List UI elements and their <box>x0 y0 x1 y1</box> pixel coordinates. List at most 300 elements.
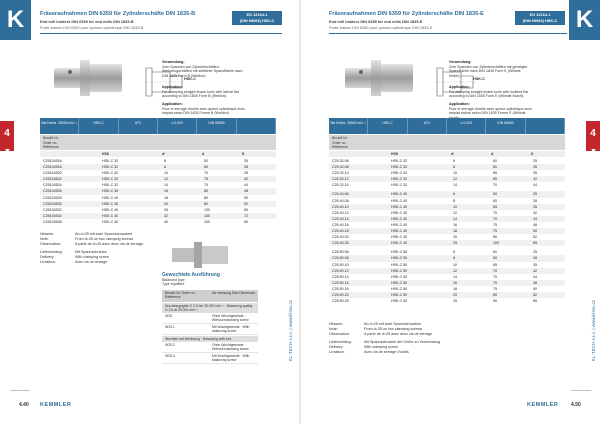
cell-d: 28 <box>533 256 537 261</box>
cell-d1: 8 <box>453 256 455 261</box>
cell-a: 80 <box>493 292 497 297</box>
bt-col-order: Bestell-Nr. Order no. Référence <box>165 290 196 299</box>
cell-d1: 12 <box>453 210 457 215</box>
taper-icon: AT3 <box>408 118 447 134</box>
cell-d1: 20 <box>453 292 457 297</box>
cell-a: 65 <box>493 262 497 267</box>
page-number: 4.50 <box>571 402 581 408</box>
page-title: Fräseraufnahmen DIN 6359 für Zylinderschäfte DIN 1835-B <box>40 11 196 17</box>
cell-order-no: C25.32.14 <box>332 183 349 188</box>
chapter-number: 4 <box>4 128 10 139</box>
col-a: A <box>491 152 494 156</box>
brand-name: KEMMLER <box>527 402 559 408</box>
cell-order-no: C25.32.06 <box>332 159 349 163</box>
cell-a: 75 <box>204 183 208 188</box>
cell-order-no: C25104524 <box>43 183 62 188</box>
kemmler-logo: K <box>0 0 31 40</box>
cell-order-no: C25104528 <box>43 195 62 200</box>
cell-hsk: HSK-C 40 <box>102 207 119 212</box>
cell-order-no: C25.40.06 <box>332 192 349 197</box>
description-block <box>162 60 246 78</box>
cell-a: 60 <box>493 192 497 197</box>
cell-a: 100 <box>204 219 210 224</box>
cell-a: 70 <box>493 274 497 279</box>
cell-order-no: C25104520 <box>43 171 62 176</box>
cell-order-no: C25.40.10 <box>332 204 349 209</box>
description-block-fr <box>162 102 246 116</box>
cell-order-no: C25.50.12 <box>332 268 349 273</box>
cell-a: 60 <box>493 250 497 255</box>
note-line <box>329 332 432 337</box>
cell-d: 28 <box>533 165 537 170</box>
balanced-table-head <box>162 290 258 302</box>
cell-d1: 8 <box>453 165 455 170</box>
cell-hsk: HSK-C 32 <box>102 177 119 182</box>
cell-a: 70 <box>493 183 497 188</box>
cell-hsk: HSK-C 32 <box>102 183 119 188</box>
desc-head-fr: Application: <box>162 102 183 106</box>
note-label: Delivery: <box>329 345 344 349</box>
cell-d: 42 <box>244 177 248 182</box>
bt-code: W25.3 <box>165 353 175 358</box>
cell-order-no: C25.50.10 <box>332 262 349 267</box>
th-en: Order no. <box>332 140 347 145</box>
cell-hsk: HSK-C 50 <box>391 268 408 273</box>
cell-order-no: C25104534 <box>43 213 62 218</box>
cell-d: 44 <box>533 216 537 221</box>
product-table <box>329 158 565 304</box>
cell-d: 25 <box>533 159 537 163</box>
cell-d: 52 <box>533 235 537 240</box>
speed-icon: Bis Drehz. 25000 min⁻¹ <box>40 118 79 134</box>
cell-order-no: C25.50.14 <box>332 274 349 279</box>
cell-order-no: C25.50.20 <box>332 292 349 297</box>
col-d: D <box>531 152 534 156</box>
cell-d: 65 <box>533 299 537 304</box>
cell-hsk: HSK-C 32 <box>391 165 408 170</box>
cell-order-no: C25.50.25 <box>332 299 349 304</box>
cell-order-no: C25104532 <box>43 207 62 212</box>
spec-icon-strip <box>40 118 276 134</box>
cell-d1: 6 <box>453 192 455 197</box>
cell-d1: 10 <box>164 171 168 176</box>
cell-a: 80 <box>204 189 208 194</box>
cell-order-no: C25.50.16 <box>332 280 349 285</box>
code-line-2: (DIN 69063) HSK-C <box>522 18 558 23</box>
cell-a: 65 <box>493 177 497 182</box>
standard-code-box <box>232 11 282 25</box>
cell-hsk: HSK-C 32 <box>391 177 408 182</box>
cell-order-no: C25104530 <box>43 201 62 206</box>
note-label: Livraison: <box>329 350 345 354</box>
chapter-tab[interactable] <box>586 121 600 155</box>
cell-d1: 16 <box>164 189 168 194</box>
blank-icon <box>526 118 565 134</box>
th-fr: Référence <box>43 145 59 149</box>
product-table <box>40 158 276 225</box>
balanced-section-1: Wuchtungsgüte G 2,5 bei 25.000 min⁻¹ · Balancing quality G 2,5 at 25.000 min⁻¹ <box>162 303 258 313</box>
notes-block <box>40 232 143 247</box>
cell-a: 100 <box>204 213 210 218</box>
note-line <box>40 260 109 265</box>
note-label: Note: <box>40 237 49 241</box>
cell-d: 65 <box>533 241 537 246</box>
cell-d: 28 <box>533 198 537 203</box>
cell-hsk: HSK-C 50 <box>391 274 408 279</box>
balanced-sub-fr: Type équilibré <box>162 282 185 287</box>
cell-hsk: HSK-C 50 <box>391 280 408 285</box>
cell-d: 52 <box>533 292 537 297</box>
blank-icon <box>237 118 276 134</box>
chapter-tab[interactable] <box>0 121 14 155</box>
cell-a: 70 <box>204 171 208 176</box>
cell-d1: 20 <box>453 235 457 240</box>
cell-d: 80 <box>244 219 248 224</box>
cell-hsk: HSK-C 40 <box>391 204 408 209</box>
note-label: Lieferumfang: <box>329 340 352 344</box>
cell-d: 44 <box>533 183 537 188</box>
table-row <box>329 298 565 304</box>
cell-d: 48 <box>244 189 248 194</box>
cell-a: 65 <box>493 171 497 176</box>
cell-d1: 18 <box>164 195 168 200</box>
note-text: With clamping screw <box>364 345 398 349</box>
description-block-en <box>162 85 246 99</box>
cell-order-no: C25.32.08 <box>332 165 349 170</box>
cell-d: 42 <box>533 210 537 215</box>
cell-d1: 6 <box>164 159 166 163</box>
cell-d1: 14 <box>453 216 457 221</box>
note-line <box>40 242 143 247</box>
cell-order-no: C25.40.08 <box>332 198 349 203</box>
cell-d1: 12 <box>453 177 457 182</box>
th-de: Bestell-Nr. <box>332 136 348 140</box>
col-hsk: HSK <box>391 152 399 156</box>
cell-d: 25 <box>533 250 537 255</box>
cell-a: 75 <box>493 286 497 291</box>
cell-order-no: C25.40.12 <box>332 210 349 215</box>
cell-d1: 25 <box>453 299 457 304</box>
cell-hsk: HSK-C 32 <box>391 183 408 188</box>
description-block <box>449 60 533 78</box>
note-text: From d=25 on two clamping screws <box>364 327 423 331</box>
taper-icon: AT3 <box>119 118 158 134</box>
footer-rule <box>571 390 591 391</box>
table-row <box>329 240 565 246</box>
cell-hsk: HSK-C 40 <box>391 222 408 227</box>
balanced-tool-image <box>162 240 242 270</box>
cell-d1: 25 <box>453 241 457 246</box>
cell-d1: 10 <box>453 204 457 209</box>
desc-head-fr: Application: <box>449 102 470 106</box>
note-label: Note: <box>329 327 338 331</box>
cell-d1: 20 <box>164 201 168 206</box>
table-column-headers <box>40 151 276 157</box>
cell-d: 44 <box>244 183 248 188</box>
cell-hsk: HSK-C 40 <box>102 213 119 218</box>
cell-hsk: HSK-C 32 <box>102 171 119 176</box>
cell-a: 70 <box>493 268 497 273</box>
cell-hsk: HSK-C 40 <box>391 198 408 203</box>
desc-head-de: Verwendung: <box>162 60 185 64</box>
cell-hsk: HSK-C 40 <box>391 229 408 234</box>
desc-head-en: Application: <box>449 85 470 89</box>
cell-d1: 14 <box>164 183 168 188</box>
balanced-section <box>162 272 258 364</box>
note-text: A partir de d=25 avec deux vis de serrage <box>75 242 144 246</box>
cell-a: 70 <box>493 210 497 215</box>
cell-a: 75 <box>493 280 497 285</box>
arrow-down-icon: ▼ <box>4 148 11 155</box>
cell-hsk: HSK-C 40 <box>102 195 119 200</box>
desc-text-fr: Pour le serrage d'outils avec queue cylindrique avec méplat incliné selon DIN 1835 Forme E (Whistle <box>449 106 532 115</box>
chapter-number: 4 <box>590 128 596 139</box>
cell-hsk: HSK-C 40 <box>391 235 408 240</box>
bt-desc: Mit Wuchtgewinde · With balancing screw <box>212 353 250 362</box>
cell-a: 60 <box>204 165 208 170</box>
brand-name: KEMMLER <box>40 402 72 408</box>
page-title: Fräseraufnahmen DIN 6359 für Zylinderschäfte DIN 1835-E <box>329 11 484 17</box>
balanced-table <box>162 290 258 364</box>
balanced-section-2: Wuchten mit Werkzeug · Balancing with tool <box>162 336 258 342</box>
delivery-block <box>329 340 440 355</box>
cell-hsk: HSK-C 50 <box>391 299 408 304</box>
cell-d: 35 <box>533 262 537 267</box>
cell-order-no: C25104526 <box>43 189 62 194</box>
cell-hsk: HSK-C 50 <box>391 256 408 261</box>
balanced-row <box>162 313 258 324</box>
cell-hsk: HSK-C 50 <box>391 262 408 267</box>
bt-code: W25.2 <box>165 342 175 347</box>
cell-a: 80 <box>204 201 208 206</box>
col-a: A <box>202 152 205 156</box>
cell-d: 50 <box>244 195 248 200</box>
desc-text-de: Zum Spannen von Zylinderschäften. Werkzeugschäften mit seitlicher Spannfläche nach DIN 1835 Form B (Weldon). <box>162 64 243 78</box>
cell-d1: 10 <box>453 262 457 267</box>
speed-icon: Bis Drehz. 25000 min⁻¹ <box>329 118 368 134</box>
cell-d: 72 <box>244 213 248 218</box>
cell-d: 42 <box>533 177 537 182</box>
cell-d1: 6 <box>453 159 455 163</box>
cell-hsk: HSK-C 40 <box>391 216 408 221</box>
note-label: Lieferumfang: <box>40 250 63 254</box>
note-text: Mit Spannschraube <box>75 250 107 254</box>
cell-d: 48 <box>533 222 537 227</box>
cell-d1: 6 <box>453 250 455 255</box>
table-row <box>329 182 565 188</box>
footer-rule <box>10 390 30 391</box>
cell-order-no: C25.50.18 <box>332 286 349 291</box>
cell-hsk: HSK-C 50 <box>391 250 408 255</box>
table-header-labels <box>40 135 276 150</box>
runout-icon: ≤ 0,003 <box>158 118 197 134</box>
table-column-headers <box>329 151 565 157</box>
desc-head-de: Verwendung: <box>449 60 472 64</box>
balanced-title: Gewuchtete Ausführung <box>162 272 220 278</box>
note-label: Livraison: <box>40 260 56 264</box>
page-subtitle-fr: Porte-fraises DIN 6359 pour queues cylindrique DIN 1835-E <box>329 25 433 30</box>
col-d: D <box>242 152 245 156</box>
description-block-en <box>449 85 533 99</box>
cell-hsk: HSK-C 40 <box>391 192 408 197</box>
standard-code-box <box>515 11 565 25</box>
spec-icon-strip <box>329 118 565 134</box>
code-line-1: ED 12164-1 <box>529 12 551 17</box>
desc-text-fr: Pour le serrage d'outils avec queue cylindrique avec méplat selon DIN 1835 Forme B (Weldon). <box>162 106 245 115</box>
cell-hsk: HSK-C 40 <box>102 201 119 206</box>
note-text: From d=25 on two clamping screws <box>75 237 134 241</box>
cell-order-no: C25.40.18 <box>332 229 349 234</box>
standard-icon: DIN 69063 <box>486 118 525 134</box>
cell-order-no: C25.32.12 <box>332 177 349 182</box>
cell-a: 60 <box>493 198 497 203</box>
cell-d1: 10 <box>453 171 457 176</box>
cell-d: 44 <box>533 274 537 279</box>
cell-a: 60 <box>493 159 497 163</box>
cell-d1: 8 <box>453 198 455 203</box>
note-text: Ab d=25 mit zwei Spannschrauben <box>75 232 133 236</box>
cell-order-no: C25104536 <box>43 219 62 224</box>
cell-a: 60 <box>493 256 497 261</box>
cell-order-no: C25.40.14 <box>332 216 349 221</box>
table-header-labels <box>329 135 565 150</box>
desc-text-de: Zum Spannen von Zylinderschäften mit geneigter Spannfläche nach DIN 1835 Form E (Whistle Notch). <box>449 64 528 78</box>
title-rule <box>329 33 567 34</box>
cell-d1: 14 <box>453 183 457 188</box>
page-subtitle-fr: Porte-fraises DIN 6359 pour queues cylindrique DIN 1835-B <box>40 25 144 30</box>
note-line <box>329 350 440 355</box>
cell-a: 75 <box>204 177 208 182</box>
notes-block <box>329 322 432 337</box>
cell-order-no: C25104522 <box>43 177 62 182</box>
note-text: Avec vis de serrage <box>75 260 108 264</box>
hsk-tag: HSK-C <box>473 77 486 81</box>
balanced-row <box>162 353 258 364</box>
cell-d: 42 <box>533 268 537 273</box>
cell-d1: 12 <box>164 177 168 182</box>
page-number: 4.40 <box>19 402 29 408</box>
bt-desc: Mit Wuchtgewinde · With balancing screw <box>212 324 250 333</box>
page-subtitle-en: End mill holders DIN 6359 for end mills DIN 1835-B <box>40 19 134 24</box>
note-label: Observation: <box>40 242 61 246</box>
cell-a: 90 <box>493 299 497 304</box>
col-hsk: HSK <box>102 152 110 156</box>
cell-a: 70 <box>493 216 497 221</box>
cell-a: 75 <box>493 222 497 227</box>
cell-d: 25 <box>244 159 248 163</box>
cell-d: 52 <box>244 201 248 206</box>
cell-order-no: C25.50.06 <box>332 250 349 255</box>
cell-a: 50 <box>204 159 208 163</box>
balanced-row <box>162 324 258 335</box>
cell-hsk: HSK-C 40 <box>102 189 119 194</box>
hsk-tag: HSK-C <box>184 77 197 81</box>
desc-head-en: Application: <box>162 85 183 89</box>
balanced-sub-en: Balanced type <box>162 278 185 282</box>
cell-a: 100 <box>493 241 499 246</box>
desc-text-en: For clamping straight shank tools with inclined flat according to DIN 1835 Form E (Whistle Notch). <box>449 89 529 98</box>
cell-hsk: HSK-C 40 <box>391 241 408 246</box>
cell-hsk: HSK-C 40 <box>102 219 119 224</box>
cell-order-no: C25.40.25 <box>332 241 349 246</box>
cell-d1: 18 <box>453 286 457 291</box>
note-text: A partir de d=25 avec deux vis de serrage <box>364 332 433 336</box>
cell-d1: 18 <box>453 229 457 234</box>
right-page <box>301 0 600 424</box>
page-subtitle-en: End mill holders DIN 6359 for end mills DIN 1835-E <box>329 19 423 24</box>
note-label: Hinweis: <box>40 232 54 236</box>
left-page <box>0 0 299 424</box>
cell-d: 50 <box>533 286 537 291</box>
col-d1: d¹ <box>162 152 166 156</box>
cell-a: 75 <box>493 229 497 234</box>
cell-order-no: C25104516 <box>43 159 62 163</box>
cell-hsk: HSK-C 32 <box>102 165 119 170</box>
cell-d1: 8 <box>164 165 166 170</box>
bt-desc: Ohne Wuchtgewinde · Without balancing screw <box>212 342 249 351</box>
cell-d: 25 <box>533 192 537 197</box>
cell-d: 28 <box>244 165 248 170</box>
kemmler-logo: K <box>569 0 600 40</box>
cell-d1: 16 <box>453 280 457 285</box>
cell-a: 80 <box>493 235 497 240</box>
cell-hsk: HSK-C 32 <box>102 159 119 163</box>
note-text: Ab d=25 mit zwei Spannschrauben <box>364 322 422 326</box>
cell-d1: 25 <box>164 207 168 212</box>
cell-d1: 14 <box>453 274 457 279</box>
standard-icon: DIN 69063 <box>197 118 236 134</box>
title-rule <box>40 33 282 34</box>
cell-a: 65 <box>493 204 497 209</box>
cell-d1: 40 <box>164 219 168 224</box>
side-publisher-text: KL-TECH s.r.o. | www.kl-tec.cz <box>591 300 596 362</box>
cell-d: 35 <box>244 171 248 176</box>
cell-d: 48 <box>533 280 537 285</box>
interface-icon: HSK-C <box>79 118 118 134</box>
note-label: Delivery: <box>40 255 55 259</box>
cell-d1: 32 <box>164 213 168 218</box>
cell-a: 80 <box>204 195 208 200</box>
bt-code: W25 <box>165 313 172 318</box>
cell-d: 65 <box>244 207 248 212</box>
note-label: Hinweis: <box>329 322 343 326</box>
cell-d1: 12 <box>453 268 457 273</box>
bt-code: W25.1 <box>165 324 175 329</box>
note-text: Mit Spannschraube der Größe zu Verwendung <box>364 340 441 344</box>
th-de: Bestell-Nr. <box>43 136 59 140</box>
cell-hsk: HSK-C 50 <box>391 286 408 291</box>
interface-icon: HSK-C <box>368 118 407 134</box>
col-d1: d¹ <box>451 152 455 156</box>
cell-order-no: C25.40.16 <box>332 222 349 227</box>
runout-icon: ≤ 0,003 <box>447 118 486 134</box>
table-row <box>40 219 276 225</box>
balanced-row <box>162 342 258 353</box>
cell-order-no: C25104518 <box>43 165 62 170</box>
cell-hsk: HSK-C 50 <box>391 292 408 297</box>
cell-order-no: C25.32.10 <box>332 171 349 176</box>
cell-order-no: C25.50.08 <box>332 256 349 261</box>
cell-hsk: HSK-C 40 <box>391 210 408 215</box>
cell-a: 60 <box>493 165 497 170</box>
bt-col-size: Ab messung Size Dimension <box>212 290 256 295</box>
delivery-block <box>40 250 109 265</box>
cell-order-no: C25.40.20 <box>332 235 349 240</box>
note-text: With clamping screw <box>75 255 109 259</box>
th-en: Order no. <box>43 140 58 145</box>
cell-hsk: HSK-C 32 <box>391 171 408 176</box>
cell-d1: 16 <box>453 222 457 227</box>
